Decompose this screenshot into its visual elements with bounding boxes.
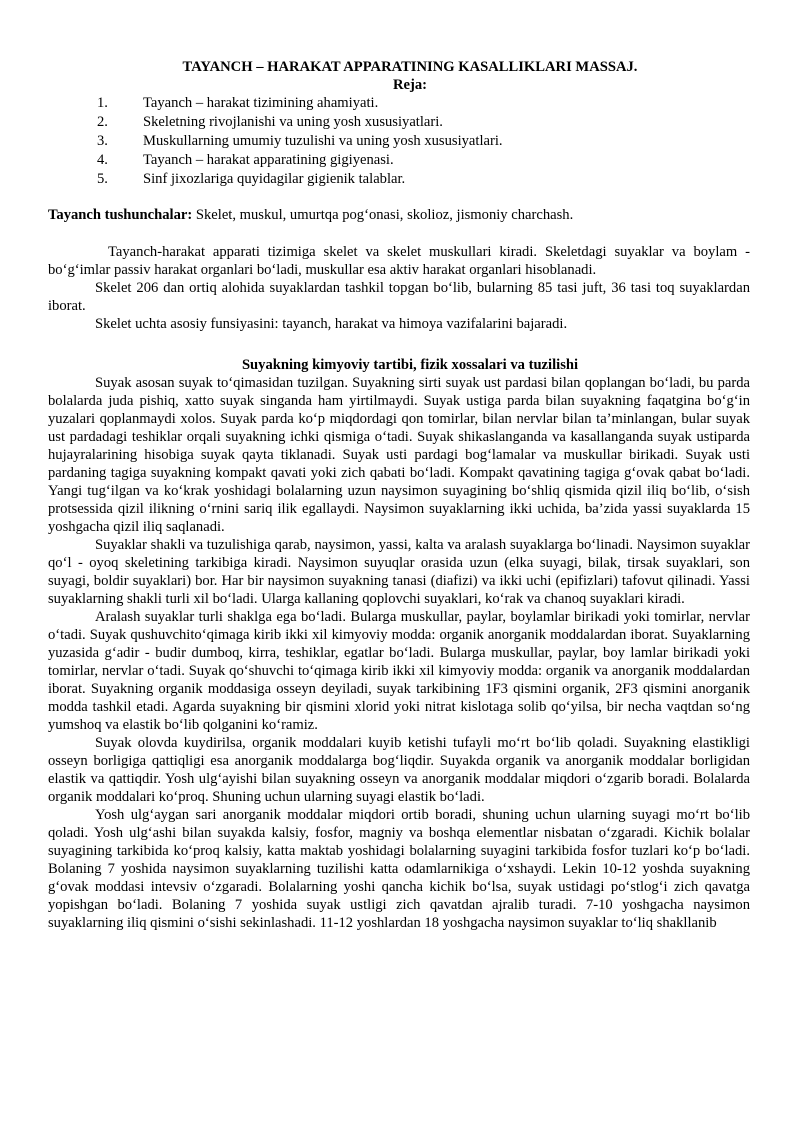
plan-list xyxy=(0,94,800,189)
plan-item-number: 3. xyxy=(97,133,108,149)
key-concepts-label: Tayanch tushunchalar: xyxy=(48,207,193,223)
plan-item-number: 1. xyxy=(97,95,108,111)
plan-item-number: 2. xyxy=(97,114,108,130)
section-text xyxy=(48,374,750,932)
paragraph: Skelet 206 dan ortiq alohida suyaklardan tashkil topgan bo‘lib, bularning 85 tasi juft, 36 tasi toq suyaklardan iborat. xyxy=(48,280,750,314)
plan-item-text: Skeletning rivojlanishi va uning yosh xususiyatlari. xyxy=(143,114,443,130)
plan-item-text: Tayanch – harakat apparatining gigiyenasi. xyxy=(143,152,394,168)
paragraph: Suyak olovda kuydirilsa, organik moddalari kuyib ketishi tufayli mo‘rt bo‘lib qoladi. Suyakning elastikligi osseyn borligiga qattiqligi esa anorganik moddalarga bog‘liqdir. Suyakda organik va anorganik moddalar borligidan elastik va qattiqdir. Yosh ulg‘ayishi bilan suyakning osseyn va anorganik moddalar miqdori o‘zgarib boradi. Bolalarda organik moddalari ko‘proq. Shuning uchun ularning suyagi elastik bo‘ladi. xyxy=(48,735,750,805)
plan-heading: Reja: xyxy=(392,77,428,93)
plan-item-number: 4. xyxy=(97,152,108,168)
paragraph: Suyaklar shakli va tuzulishiga qarab, naysimon, yassi, kalta va aralash suyaklarga bo‘linadi. Naysimon suyaklar qo‘l - oyoq skeletining tarkibiga kiradi. Naysimon suyuqlar orasida uzun (elka suyagi, bilak, tirsak suyaklari, son suyagi, boldir suyaklari) bor. Har bir naysimon suyakning tanasi (diafizi) va ikki uchi (epifizlari) tafovut qilinadi. Yassi suyaklarning shakli turli xil bo‘ladi. Ularga kallaning qoplovchi suyaklari, ko‘rak va chanoq suyaklari kiradi. xyxy=(48,537,750,607)
plan-item xyxy=(0,94,800,113)
plan-item xyxy=(0,113,800,132)
key-concepts xyxy=(48,206,753,224)
key-concepts-text: Skelet, muskul, umurtqa pog‘onasi, skolioz, jismoniy charchash. xyxy=(192,207,574,223)
plan-item xyxy=(0,170,800,189)
intro-text xyxy=(48,243,750,333)
paragraph: Tayanch-harakat apparati tizimiga skelet va skelet muskullari kiradi. Skeletdagi suyaklar va boylam - bo‘g‘imlar passiv harakat organlari bo‘ladi, muskullar esa aktiv harakat organlari hisoblanadi. xyxy=(48,244,750,278)
paragraph: Yosh ulg‘aygan sari anorganik moddalar miqdori ortib boradi, shuning uchun ularning suyagi mo‘rt bo‘lib qoladi. Yosh ulg‘ashi bilan suyakda kalsiy, fosfor, magniy va boshqa elementlar nisbatan o‘zgaradi. Kichik bolalar suyagining tarkibida ko‘proq kalsiy, katta maktab yoshidagi bolalarning suyagini tarkibida fosfor tuzlari ko‘p bo‘ladi. Bolaning 7 yoshida naysimon suyaklarning tuzilishi katta odamlarnikiga o‘xshaydi. Lekin 10-12 yoshda suyakning g‘ovak moddasi intevsiv o‘zgaradi. Bolalarning yoshi qancha kichik bo‘lsa, suyak ustidagi po‘stlog‘i zich qavatga yopishgan bo‘ladi. Bolaning 7 yoshida suyak ustligi zich qavatdan ajralib turadi. 7-10 yoshgacha naysimon suyaklarning iliq qismini o‘sishi sekinlashadi. 11-12 yoshlardan 18 yoshgacha naysimon suyaklar to‘liq shakllanib xyxy=(48,807,750,931)
section-heading: Suyakning kimyoviy tartibi, fizik xossalari va tuzilishi xyxy=(241,357,579,373)
paragraph: Suyak asosan suyak to‘qimasidan tuzilgan. Suyakning sirti suyak ust pardasi bilan qoplangan bo‘ladi, bu parda bolalarda juda pishiq, xatto suyak singanda ham yirtilmaydi. Suyak ustiga parda bilan suyakning faqatgina bo‘g‘in yuzalari qoplanmaydi xolos. Suyak parda ko‘p miqdordagi qon tomirlar, bilan nervlar bilan ta’minlangan, bular suyak ust pardadagi teshiklar orqali suyakning ichki qismiga o‘tadi. Suyak shikaslanganda va kasallanganda suyak ustiparda hujayralarining hisobiga suyak qayta tiklanadi. Suyak usti pardagi bog‘lamalar va muskullar birikadi. Suyak usti pardaning tagiga suyakning kompakt qavati yoki zich qabati bo‘ladi. Kompakt qavatining tagiga g‘ovak qabat bo‘ladi. Yangi tug‘ilgan va ko‘krak yoshidagi bolalarning uzun naysimon suyagining bo‘shliq qismida qizil iliq bo‘lib, o‘sish protsessida qizil ilikning o‘rnini sariq ilik egallaydi. Naysimon suyaklarning ikki uchida, ba’zida yassi suyaklarda 15 yoshgacha qizil iliq saqlanadi. xyxy=(48,375,750,535)
plan-item-text: Tayanch – harakat tizimining ahamiyati. xyxy=(143,95,379,111)
paragraph: Skelet uchta asosiy funsiyasini: tayanch, harakat va himoya vazifalarini bajaradi. xyxy=(95,316,568,332)
paragraph: Aralash suyaklar turli shaklga ega bo‘ladi. Bularga muskullar, paylar, boylamlar birikadi yoki tomirlar, nervlar o‘tadi. Suyak qushuvchito‘qimaga kirib ikki xil kimyoviy modda: organik anorganik moddalardan iborat. Suyaklarning yuzasida g‘adir - budir dumboq, kirra, teshiklar, egatlar bo‘ladi. Bularga muskullar, paylar, boy lamlar birikadi yoki tomirlar, nervlar o‘tadi. Suyak qo‘shuvchi to‘qimaga kirib ikki xil kimyoviy modda: organik va anorganik moddalardan iborat. Suyakning organik moddasiga osseyn deyiladi, suyak tarkibining 1F3 qismini organik, 2F3 qismini anorganik modda tashkil etadi. Agarda suyakning bir qismini xlorid yoki nitrat kislotaga solib qo‘yilsa, bir necha vaqtdan so‘ng yumshoq va elastik bo‘lib qolganini ko‘ramiz. xyxy=(48,609,750,733)
plan-item xyxy=(0,151,800,170)
document-title: TAYANCH – HARAKAT APPARATINING KASALLIKLARI MASSAJ. xyxy=(182,59,638,75)
plan-item xyxy=(0,132,800,151)
plan-item-text: Muskullarning umumiy tuzulishi va uning yosh xususiyatlari. xyxy=(143,133,503,149)
plan-item-text: Sinf jixozlariga quyidagilar gigienik talablar. xyxy=(143,171,406,187)
plan-item-number: 5. xyxy=(97,171,108,187)
